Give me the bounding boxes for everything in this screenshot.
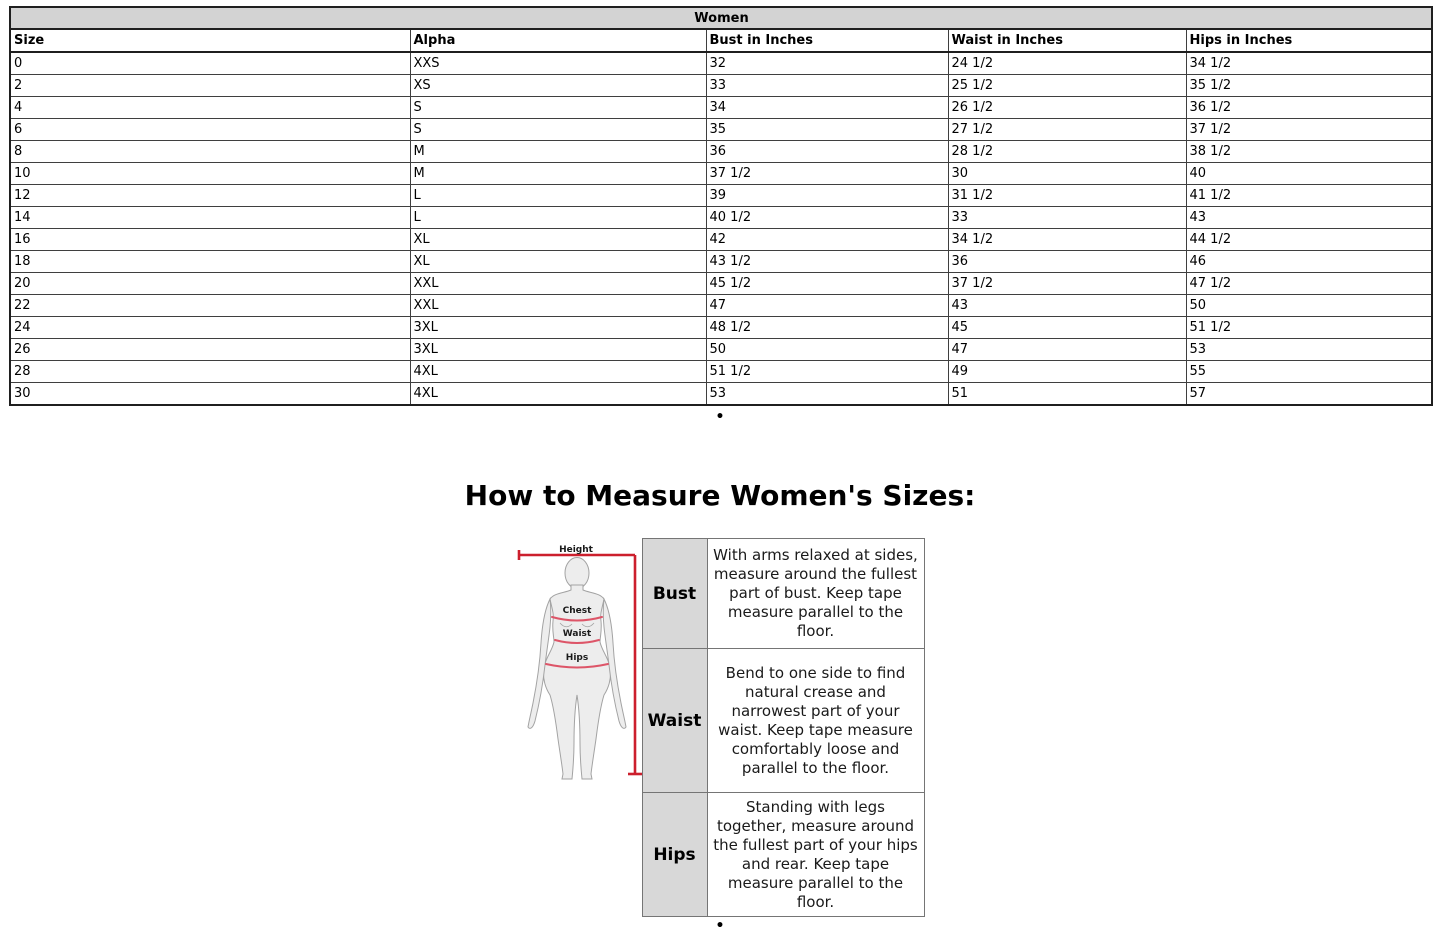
column-header-alpha: Alpha: [410, 29, 706, 52]
table-row: [10, 75, 1432, 97]
cell-hips: 51 1/2: [1186, 317, 1432, 339]
cell-size: 6: [10, 119, 410, 141]
cell-waist: 30: [948, 163, 1186, 185]
cell-size: 24: [10, 317, 410, 339]
list-bullet: •: [715, 918, 725, 934]
cell-waist: 47: [948, 339, 1186, 361]
cell-bust: 53: [706, 383, 948, 406]
cell-size: 16: [10, 229, 410, 251]
column-header-size: Size: [10, 29, 410, 52]
cell-size: 0: [10, 52, 410, 75]
table-row: [10, 207, 1432, 229]
cell-hips: 47 1/2: [1186, 273, 1432, 295]
cell-bust: 40 1/2: [706, 207, 948, 229]
body-measurement-diagram: [516, 543, 642, 783]
list-bullet: •: [715, 409, 725, 425]
cell-bust: 32: [706, 52, 948, 75]
cell-hips: 35 1/2: [1186, 75, 1432, 97]
cell-waist: 36: [948, 251, 1186, 273]
cell-size: 18: [10, 251, 410, 273]
table-row: [10, 251, 1432, 273]
measure-desc-waist: Bend to one side to find natural crease and narrowest part of your waist. Keep tape measure comfortably loose and parallel to the floor.: [707, 649, 924, 793]
hips-label: Hips: [565, 653, 588, 663]
cell-waist: 31 1/2: [948, 185, 1186, 207]
cell-waist: 51: [948, 383, 1186, 406]
table-row: [10, 229, 1432, 251]
cell-waist: 34 1/2: [948, 229, 1186, 251]
cell-waist: 27 1/2: [948, 119, 1186, 141]
cell-size: 8: [10, 141, 410, 163]
cell-hips: 55: [1186, 361, 1432, 383]
column-header-hips: Hips in Inches: [1186, 29, 1432, 52]
cell-waist: 49: [948, 361, 1186, 383]
measure-instructions-table: [642, 538, 925, 917]
table-row: [10, 119, 1432, 141]
measure-desc-bust: With arms relaxed at sides, measure around the fullest part of bust. Keep tape measure parallel to the floor.: [707, 539, 924, 649]
cell-hips: 38 1/2: [1186, 141, 1432, 163]
measure-row-bust: [642, 539, 924, 649]
cell-alpha: L: [410, 207, 706, 229]
cell-alpha: M: [410, 141, 706, 163]
cell-waist: 45: [948, 317, 1186, 339]
cell-alpha: 3XL: [410, 339, 706, 361]
cell-size: 4: [10, 97, 410, 119]
cell-size: 14: [10, 207, 410, 229]
table-title-row: [10, 7, 1432, 29]
table-row: [10, 339, 1432, 361]
cell-bust: 50: [706, 339, 948, 361]
cell-hips: 46: [1186, 251, 1432, 273]
table-row: [10, 97, 1432, 119]
cell-hips: 34 1/2: [1186, 52, 1432, 75]
how-to-measure-heading: How to Measure Women's Sizes:: [464, 479, 976, 512]
cell-alpha: XXS: [410, 52, 706, 75]
measure-section: [0, 538, 1440, 917]
height-label: Height: [558, 545, 593, 555]
cell-bust: 48 1/2: [706, 317, 948, 339]
cell-alpha: XS: [410, 75, 706, 97]
cell-hips: 44 1/2: [1186, 229, 1432, 251]
cell-hips: 41 1/2: [1186, 185, 1432, 207]
table-row: [10, 185, 1432, 207]
cell-bust: 35: [706, 119, 948, 141]
table-header-row: [10, 29, 1432, 52]
cell-alpha: L: [410, 185, 706, 207]
cell-size: 30: [10, 383, 410, 406]
cell-size: 20: [10, 273, 410, 295]
cell-alpha: XXL: [410, 295, 706, 317]
cell-bust: 47: [706, 295, 948, 317]
cell-waist: 37 1/2: [948, 273, 1186, 295]
cell-size: 12: [10, 185, 410, 207]
women-size-chart-table: [9, 6, 1433, 406]
cell-bust: 45 1/2: [706, 273, 948, 295]
cell-alpha: 4XL: [410, 361, 706, 383]
measure-row-waist: [642, 649, 924, 793]
cell-waist: 24 1/2: [948, 52, 1186, 75]
measure-label-bust: Bust: [642, 539, 707, 649]
table-row: [10, 273, 1432, 295]
cell-alpha: XL: [410, 229, 706, 251]
size-chart-body: [10, 52, 1432, 405]
cell-hips: 57: [1186, 383, 1432, 406]
column-header-bust: Bust in Inches: [706, 29, 948, 52]
table-row: [10, 163, 1432, 185]
column-header-waist: Waist in Inches: [948, 29, 1186, 52]
table-row: [10, 361, 1432, 383]
cell-waist: 28 1/2: [948, 141, 1186, 163]
waist-label: Waist: [562, 629, 591, 639]
chest-label: Chest: [562, 606, 591, 616]
table-row: [10, 383, 1432, 406]
table-row: [10, 52, 1432, 75]
measure-label-hips: Hips: [642, 793, 707, 917]
cell-hips: 36 1/2: [1186, 97, 1432, 119]
cell-alpha: 3XL: [410, 317, 706, 339]
cell-hips: 43: [1186, 207, 1432, 229]
cell-bust: 33: [706, 75, 948, 97]
cell-waist: 26 1/2: [948, 97, 1186, 119]
table-row: [10, 295, 1432, 317]
cell-alpha: XXL: [410, 273, 706, 295]
cell-bust: 42: [706, 229, 948, 251]
cell-hips: 37 1/2: [1186, 119, 1432, 141]
cell-hips: 50: [1186, 295, 1432, 317]
cell-size: 10: [10, 163, 410, 185]
cell-size: 26: [10, 339, 410, 361]
table-row: [10, 141, 1432, 163]
cell-size: 22: [10, 295, 410, 317]
cell-bust: 36: [706, 141, 948, 163]
cell-waist: 43: [948, 295, 1186, 317]
cell-size: 2: [10, 75, 410, 97]
measure-row-hips: [642, 793, 924, 917]
cell-bust: 43 1/2: [706, 251, 948, 273]
cell-hips: 53: [1186, 339, 1432, 361]
table-row: [10, 317, 1432, 339]
figure-head: [565, 558, 589, 589]
measure-label-waist: Waist: [642, 649, 707, 793]
cell-alpha: S: [410, 97, 706, 119]
cell-size: 28: [10, 361, 410, 383]
measure-desc-hips: Standing with legs together, measure around the fullest part of your hips and rear. Keep tape measure parallel to the floor.: [707, 793, 924, 917]
table-title: Women: [10, 7, 1432, 29]
cell-hips: 40: [1186, 163, 1432, 185]
cell-alpha: XL: [410, 251, 706, 273]
cell-alpha: M: [410, 163, 706, 185]
cell-bust: 34: [706, 97, 948, 119]
cell-bust: 39: [706, 185, 948, 207]
cell-waist: 33: [948, 207, 1186, 229]
cell-bust: 51 1/2: [706, 361, 948, 383]
cell-alpha: 4XL: [410, 383, 706, 406]
cell-alpha: S: [410, 119, 706, 141]
cell-waist: 25 1/2: [948, 75, 1186, 97]
cell-bust: 37 1/2: [706, 163, 948, 185]
